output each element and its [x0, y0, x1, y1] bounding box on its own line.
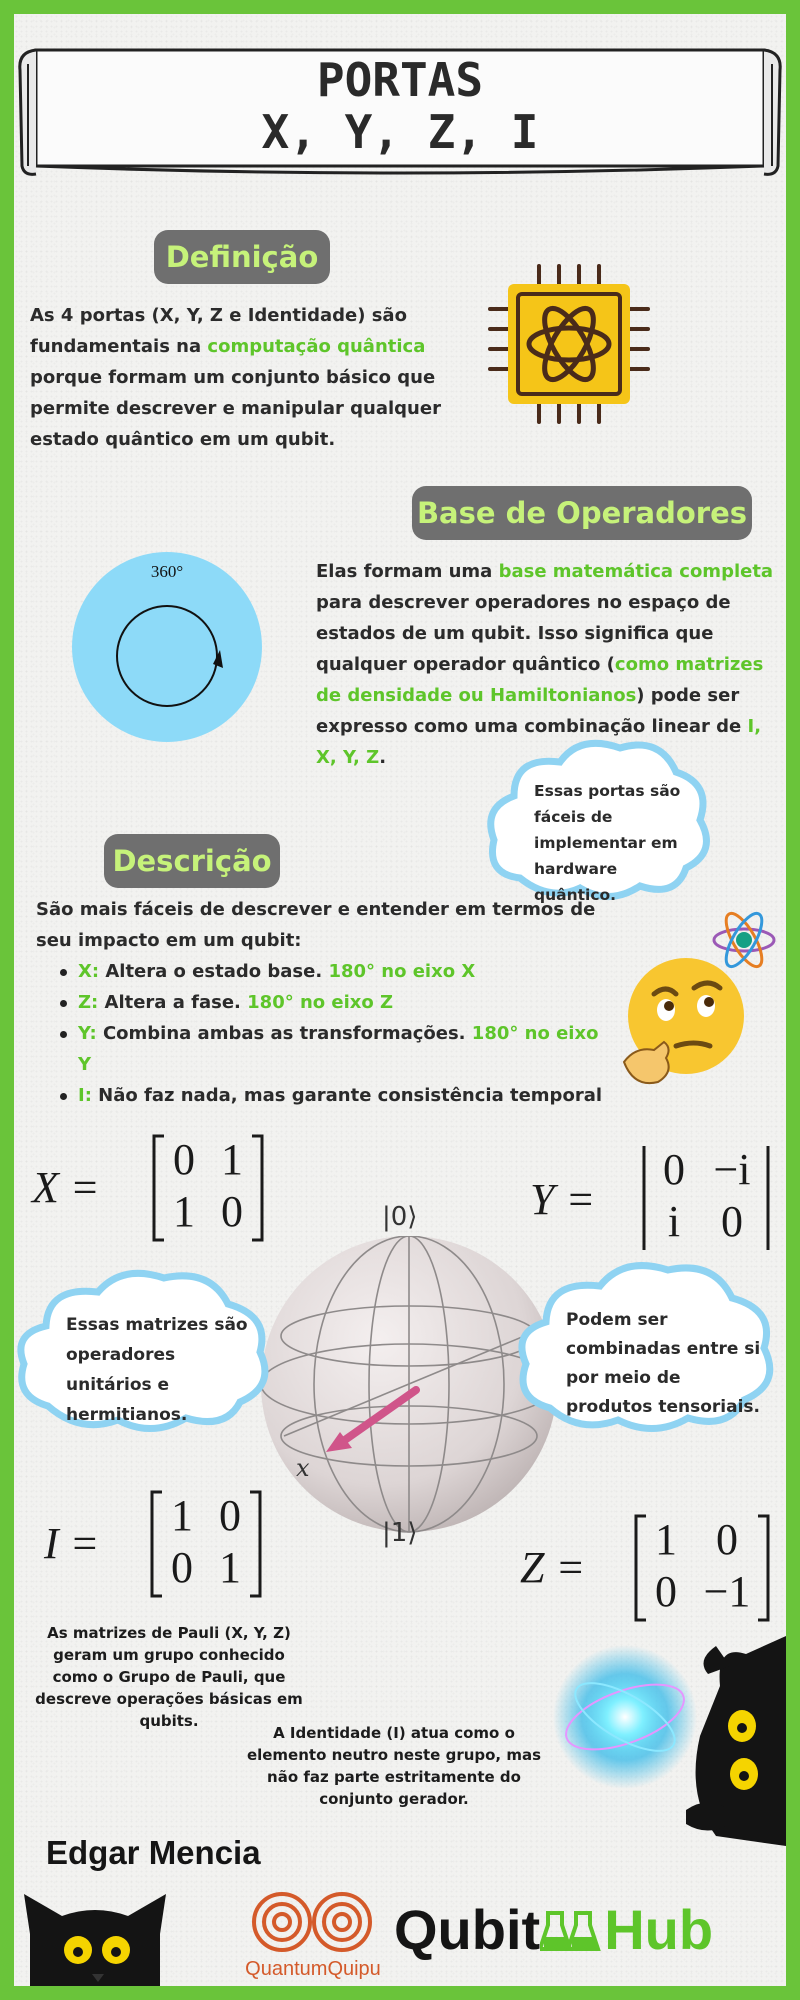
page-title	[14, 54, 786, 158]
ket-one-label: |1⟩	[382, 1518, 418, 1548]
matrix-z: Z = 1 0 0 −1	[520, 1512, 786, 1624]
matrix-cell: 0	[721, 1197, 743, 1246]
matrix-cell: 1	[171, 1491, 193, 1540]
descricao-heading: Descrição	[104, 834, 280, 888]
flask-icon	[540, 1903, 604, 1955]
matrix-cell: i	[667, 1197, 681, 1246]
black-cat-icon	[686, 1626, 786, 1846]
title-line-1: PORTAS	[316, 53, 484, 107]
matrix-cell: −i	[713, 1145, 751, 1194]
rotation-label: 360°	[150, 562, 184, 581]
list-item: X: Altera o estado base. 180° no eixo X	[56, 956, 606, 987]
matrix-cell: 1	[221, 1135, 243, 1184]
base-text: Elas formam uma base matemática completa para descrever operadores no espaço de estados de um qubit. Isso significa que qualquer operador quântico (como matrizes de densidade ou Hamiltonianos) pode ser expresso como uma combinação linear de I, X, Y, Z.	[316, 561, 774, 768]
thinking-face-icon	[614, 950, 744, 1090]
matrix-cell: −1	[703, 1567, 751, 1616]
definicao-heading: Definição	[154, 230, 330, 284]
descricao-intro: São mais fáceis de descrever e entender em termos de seu impacto em um qubit:	[36, 899, 596, 951]
infographic-sheet	[14, 14, 786, 1986]
cloud-top-text: Essas portas são fáceis de implementar em hardware quântico.	[534, 782, 681, 904]
gate-list	[56, 956, 606, 1111]
list-item: I: Não faz nada, mas garante consistência temporal	[56, 1080, 606, 1111]
matrix-x: X = 0 1 1 0	[32, 1132, 272, 1242]
pauli-group-note: As matrizes de Pauli (X, Y, Z) geram um grupo conhecido como o Grupo de Pauli, que descreve operações básicas em qubits.	[35, 1624, 303, 1730]
identity-note: A Identidade (I) atua como o elemento neutro neste grupo, mas não faz parte estritamente do conjunto gerador.	[246, 1724, 542, 1808]
quantumquipu-logo-text: QuantumQuipu	[245, 1958, 381, 1980]
matrix-cell: 0	[716, 1515, 738, 1564]
matrix-cell: 1	[219, 1543, 241, 1592]
definicao-text: As 4 portas (X, Y, Z e Identidade) são fundamentais na computação quântica porque formam um conjunto básico que permite descrever e manipular qualquer estado quântico em um qubit.	[30, 305, 441, 450]
qubithub-logo-accent-text: Hub	[604, 1898, 714, 1961]
matrix-cell: 1	[173, 1187, 195, 1236]
qubithub-logo-text: Qubit	[394, 1898, 541, 1961]
title-line-2: X, Y, Z, I	[261, 105, 539, 159]
cloud-right-text: Podem ser combinadas entre si por meio de produtos tensoriais.	[566, 1310, 761, 1417]
base-heading: Base de Operadores	[412, 486, 752, 540]
list-item: Y: Combina ambas as transformações. 180° no eixo Y	[56, 1018, 606, 1080]
ket-zero-label: |0⟩	[382, 1202, 418, 1232]
matrix-cell: 1	[655, 1515, 677, 1564]
matrix-cell: 0	[655, 1567, 677, 1616]
matrix-cell: 0	[171, 1543, 193, 1592]
matrix-cell: 0	[219, 1491, 241, 1540]
cloud-left-text: Essas matrizes são operadores unitários e hermitianos.	[66, 1315, 248, 1425]
matrix-y: Y = 0 −i i 0	[530, 1142, 786, 1252]
list-item: Z: Altera a fase. 180° no eixo Z	[56, 987, 606, 1018]
qubithub-logo	[394, 1900, 713, 1960]
quantum-chip-icon	[484, 254, 664, 434]
matrix-cell: 0	[173, 1135, 195, 1184]
x-axis-label: x	[296, 1454, 310, 1482]
quantumquipu-logo-icon	[242, 1890, 382, 1956]
glowing-orb-icon	[550, 1642, 700, 1792]
descricao-text	[36, 894, 606, 1111]
black-cat-icon	[20, 1894, 170, 1986]
matrix-cell: 0	[663, 1145, 685, 1194]
matrix-cell: 0	[221, 1187, 243, 1236]
author-name: Edgar Mencia	[46, 1834, 261, 1871]
matrix-i: I = 1 0 0 1	[44, 1488, 284, 1598]
